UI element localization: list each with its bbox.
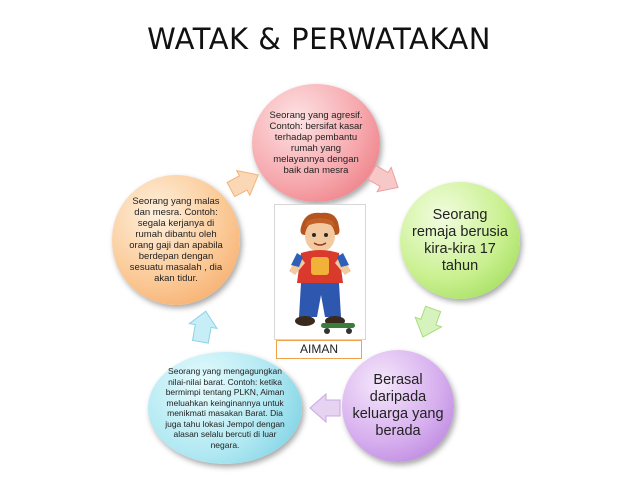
arrow-remaja-keluarga xyxy=(412,304,446,344)
node-agresif xyxy=(252,84,380,202)
character-image xyxy=(274,204,366,340)
node-agresif-text: Seorang yang agresif. Contoh: bersifat kasar terhadap pembantu rumah yang melayannya dengan baik dan mesra xyxy=(269,110,363,176)
page-title: WATAK & PERWATAKAN xyxy=(147,22,491,56)
arrow-barat-malas xyxy=(186,308,220,346)
node-barat-text: Seorang yang mengagungkan nilai-nilai barat. Contoh: ketika bermimpi tentang PLKN, Aiman meluahkan keinginannya untuk menikmati masakan Barat. Dia juga tahu lokasi Jempol dengan alasan selalu bercuti di luar negara. xyxy=(165,366,285,450)
boy-illustration xyxy=(275,205,365,339)
node-keluarga xyxy=(342,350,454,462)
node-keluarga-text: Berasal daripada keluarga yang berada xyxy=(352,372,444,439)
arrow-keluarga-barat xyxy=(306,392,344,424)
arrow-agresif-remaja xyxy=(366,164,406,198)
node-barat xyxy=(148,352,302,464)
node-remaja-text: Seorang remaja berusia kira-kira 17 tahun xyxy=(412,206,508,274)
node-malas xyxy=(112,175,240,305)
node-remaja xyxy=(400,182,520,299)
node-malas-text: Seorang yang malas dan mesra. Contoh: segala kerjanya di rumah dibantu oleh orang gaji dan apabila berdepan dengan sesuatu masalah , dia akan tidur. xyxy=(129,196,223,284)
character-name-label: AIMAN xyxy=(276,340,362,359)
arrow-malas-agresif xyxy=(226,166,264,200)
